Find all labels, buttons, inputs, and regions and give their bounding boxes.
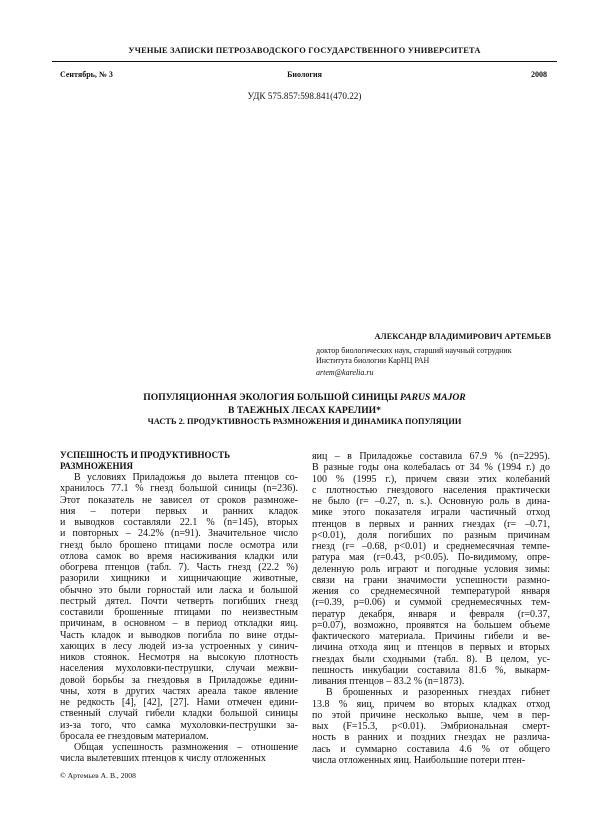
year-label: 2008 [531, 70, 547, 79]
text-line: В брошенных и разоренных гнездах гибнет [326, 687, 550, 699]
text-line: бросала ее гнездовым материалом. [60, 730, 209, 742]
text-line: с плотностью гнездового населения практически [312, 484, 550, 496]
journal-title: УЧЕНЫЕ ЗАПИСКИ ПЕТРОЗАВОДСКОГО ГОСУДАРСТВЕННОГО УНИВЕРСИТЕТА [128, 46, 481, 55]
text-line: пешность инкубации составила 81.6 %, выкарм- [312, 664, 550, 676]
text-line: хранилось 77.1 % гнезд большой синицы (n=236). [60, 483, 298, 495]
text-line: p=0.07), возможно, проявятся на большем объеме [312, 619, 550, 631]
right-column [312, 451, 550, 766]
text-line: гнезд (r= –0.68, p<0.01) и среднемесячная темпе- [312, 541, 550, 552]
text-line: ность в ранних и поздних гнездах не различа- [312, 732, 550, 744]
text-line: ператур декабря, января и февраля (r=0.37, [312, 608, 550, 620]
text-line: и повторных – 24.2% (n=91). Значительное число [60, 528, 298, 540]
text-line: и выводков составляли 22.1 % (n=145), вторых [60, 517, 298, 528]
text-line: В условиях Приладожья до вылета птенцов со- [74, 472, 298, 483]
text-line: фактического материала. Причины гибели и ве- [312, 631, 550, 642]
text-line: пестрый дятел. Почти четверть погибших гнезд [60, 595, 298, 607]
text-line: не редкость [4], [42], [27]. Нами отмечен едини- [60, 697, 298, 708]
text-line: жения со среднемесячной температурой января [312, 586, 550, 597]
section-heading-line: РАЗМНОЖЕНИЯ [60, 460, 134, 471]
article-title-line2: В ТАЕЖНЫХ ЛЕСАХ КАРЕЛИИ* [228, 405, 381, 416]
text-line: ния – потери первых и ранних кладок [60, 505, 298, 517]
udc-code: УДК 575.857:598.841(470.22) [247, 91, 362, 101]
text-line: ливания птенцов – 83.2 % (n=1873). [312, 676, 465, 687]
header-rule [52, 61, 557, 62]
text-line: населения мухоловки-пеструшки, случаи межви- [60, 663, 298, 675]
author-email: artem@karelia.ru [316, 368, 374, 377]
text-line: яиц – в Приладожье составила 67.9 % (n=2295). [312, 451, 550, 462]
text-line: обогрева птенцов (табл. 7). Часть гнезд (22.2 %) [60, 562, 298, 573]
text-line: ственный случай гибели кладки большой синицы [60, 708, 298, 720]
text-line: обычно это были горностай или ласка и большой [60, 584, 298, 596]
text-line: p<0.01), доля погибших по разным причинам [312, 529, 550, 541]
text-line: 13.8 % яиц, причем во вторых кладках отход [312, 698, 550, 710]
text-line: гнезд было брошено птицами после осмотра или [60, 539, 298, 551]
text-line: деленную роль играют и погодные условия зимы: [312, 563, 550, 575]
text-line: связи на грани значимости успешности размно- [312, 574, 550, 586]
text-line: (r=0.39, p=0.06) и суммой среднемесячных тем- [312, 597, 550, 609]
section-heading-line: УСПЕШНОСТЬ И ПРОДУКТИВНОСТЬ [60, 450, 231, 460]
text-line: числа отложенных яиц. Наибольшие потери птен- [312, 754, 526, 766]
species-name: PARUS MAJOR [400, 392, 466, 403]
text-line: ратура мая (r=0.43, p<0.05). По-видимому, опре- [312, 552, 550, 564]
text-line: лась и суммарно составила 4.6 % от общего [312, 743, 550, 755]
text-line: Общая успешность размножения – отношение [74, 742, 298, 753]
issue-label: Сентябрь, № 3 [60, 70, 113, 79]
text-line: 100 % (1995 г.), причем связи этих колебаний [312, 473, 550, 485]
text-line: довой борьбы за гнездовья в Приладожье едини- [60, 674, 298, 686]
section-heading [60, 450, 292, 471]
text-line: разорили хищники и хищничающие животные, [60, 573, 298, 585]
text-line: Часть кладок и выводков погибла по вине отды- [60, 629, 298, 641]
text-line: хающих в лесу людей из-за устроенных у синич- [60, 640, 298, 652]
text-line: чны, хотя в других частях ареала такое явление [60, 685, 298, 697]
text-line: В разные годы она колебалась от 34 % (1994 г.) до [312, 462, 550, 474]
text-line: из-за того, что самка мухоловки-пеструшки за- [60, 719, 298, 731]
text-line: числа вылетевших птенцов к числу отложенных [60, 753, 266, 765]
text-line: составили брошенные птицами по неизвестным [60, 607, 298, 618]
text-line: не было (r= –0.27, n. s.). Основную роль в дина- [312, 496, 550, 507]
affiliation-line: Института биологии КарНЦ РАН [316, 356, 430, 366]
copyright-notice: © Артемьев А. В., 2008 [60, 771, 136, 780]
author-affiliation [316, 346, 556, 367]
text-line: отлова самок во время насиживания кладки или [60, 550, 298, 562]
left-column [60, 472, 298, 765]
text-line: ников стоянок. Несмотря на высокую плотность [60, 652, 298, 663]
article-subtitle: ЧАСТЬ 2. ПРОДУКТИВНОСТЬ РАЗМНОЖЕНИЯ И ДИНАМИКА ПОПУЛЯЦИИ [147, 417, 462, 426]
text-line: по этой причине несколько выше, чем в пер- [312, 709, 550, 721]
text-line: птенцов в первых и ранних гнездах (r= –0.71, [312, 518, 550, 530]
article-title-line1 [0, 392, 609, 403]
author-name: АЛЕКСАНДР ВЛАДИМИРОВИЧ АРТЕМЬЕВ [374, 332, 551, 341]
text-line: причинам, в основном – в период откладки яиц. [60, 618, 298, 630]
title-prefix: ПОПУЛЯЦИОННАЯ ЭКОЛОГИЯ БОЛЬШОЙ СИНИЦЫ [143, 392, 401, 403]
text-line: Этот показатель не зависел от сроков размноже- [60, 494, 298, 506]
affiliation-line: доктор биологических наук, старший научный сотрудник [316, 346, 512, 355]
text-line: мике этого показателя играли частичный отход [312, 507, 550, 519]
section-label: Биология [287, 70, 322, 79]
text-line: гнездах были сходными (табл. 8). В целом, ус- [312, 653, 550, 665]
text-line: вых (F=15.3, p<0.01). Эмбриональная смерт- [312, 721, 550, 732]
text-line: личина отхода яиц и птенцов в первых и вторых [312, 642, 550, 654]
